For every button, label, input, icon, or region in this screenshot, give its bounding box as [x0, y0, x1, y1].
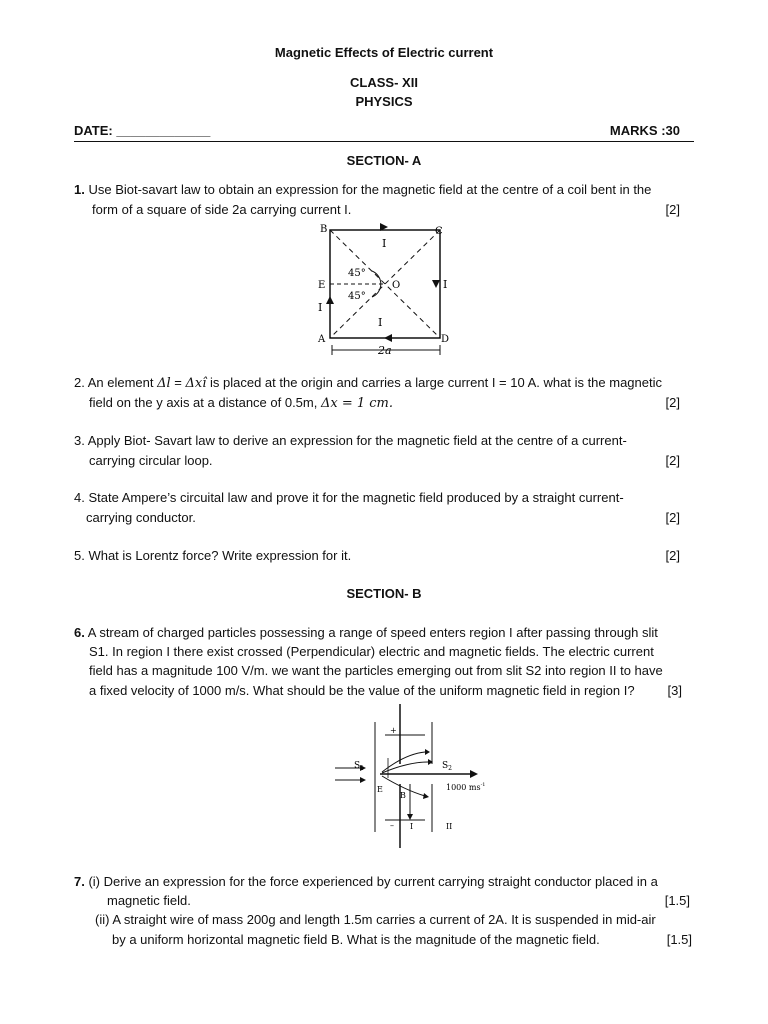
- point-label-e: E: [318, 280, 326, 291]
- current-label-left: I: [318, 301, 323, 314]
- question-2-line-2: field on the y axis at a distance of 0.5m, Δx = 1 cm.: [89, 395, 393, 411]
- angle-label-lower: 45°: [348, 291, 366, 302]
- corner-label-b: B: [320, 224, 328, 235]
- question-7-part-2-marks: [1.5]: [666, 932, 692, 947]
- question-4-line-1: 4. State Ampere’s circuital law and prove it for the magnetic field produced by a straight current-: [74, 490, 624, 505]
- center-label-o: O: [392, 280, 401, 291]
- question-7-line-3: (ii) A straight wire of mass 200g and length 1.5m carries a current of 2A. It is suspended in mid-air: [95, 912, 656, 927]
- electric-field-label: E: [377, 785, 383, 794]
- date-label: DATE: _____________: [74, 123, 211, 138]
- angle-label-upper: 45°: [348, 268, 366, 279]
- corner-label-c: C: [435, 226, 443, 237]
- subject-label: PHYSICS: [355, 94, 413, 109]
- question-6-line-1: 6. A stream of charged particles possessing a range of speed enters region I after passing through slit: [74, 625, 658, 640]
- magnetic-field-label: B: [400, 791, 406, 800]
- slit-1-label: $S_1$: [354, 761, 364, 772]
- corner-label-a: A: [318, 334, 326, 345]
- question-4-marks: [2]: [665, 510, 680, 525]
- question-1-marks: [2]: [665, 202, 680, 217]
- question-1-line-1: 1. Use Biot-savart law to obtain an expression for the magnetic field at the centre of a coil bent in the: [74, 182, 652, 197]
- question-5-line-1: 5. What is Lorentz force? Write expression for it.: [74, 548, 352, 563]
- current-label-top: I: [382, 237, 387, 250]
- question-6-line-4: a fixed velocity of 1000 m/s. What should be the value of the uniform magnetic field in region I?: [89, 683, 635, 698]
- corner-label-d: D: [441, 334, 450, 345]
- question-2-marks: [2]: [665, 395, 680, 410]
- question-6-line-2: S1. In region I there exist crossed (Perpendicular) electric and magnetic fields. The electric current: [89, 644, 654, 659]
- question-7-part-1-marks: [1.5]: [664, 893, 690, 908]
- minus-label: –: [390, 821, 394, 830]
- question-6-marks: [3]: [667, 683, 682, 698]
- question-7-line-4: by a uniform horizontal magnetic field B. What is the magnitude of the magnetic field.: [112, 932, 600, 947]
- side-length-label: 2a: [378, 344, 392, 357]
- question-6-number: 6.: [74, 625, 85, 640]
- question-1-number: 1.: [74, 182, 85, 197]
- current-label-right: I: [443, 278, 448, 291]
- region-1-label: I: [410, 822, 414, 831]
- question-3-line-2: carrying circular loop.: [89, 453, 213, 468]
- plus-label: +: [390, 726, 397, 735]
- region-2-label: II: [446, 822, 453, 831]
- question-1-line-2: form of a square of side 2a carrying current I.: [92, 202, 352, 217]
- question-6-line-3: field has a magnitude 100 V/m. we want the particles emerging out from slit S2 into region II to have: [89, 663, 663, 678]
- header-divider: [74, 141, 694, 142]
- speed-label: 1000 $ms^{-1}$: [446, 782, 486, 792]
- square-coil-figure: [300, 220, 470, 362]
- question-7-line-2: magnetic field.: [107, 893, 191, 908]
- question-7-number: 7.: [74, 874, 85, 889]
- question-5-marks: [2]: [665, 548, 680, 563]
- section-a-title: SECTION- A: [346, 153, 422, 168]
- question-7-line-1: 7. (i) Derive an expression for the force experienced by current carrying straight conductor placed in a: [74, 874, 658, 889]
- document-title: Magnetic Effects of Electric current: [274, 45, 494, 60]
- question-3-marks: [2]: [665, 453, 680, 468]
- current-label-bottom: I: [378, 316, 383, 329]
- slit-2-label: $S_2$: [442, 761, 452, 772]
- section-b-title: SECTION- B: [346, 586, 422, 601]
- class-label: CLASS- XII: [350, 75, 418, 90]
- marks-total: MARKS :30: [609, 123, 680, 138]
- question-3-line-1: 3. Apply Biot- Savart law to derive an expression for the magnetic field at the centre of a current-: [74, 433, 627, 448]
- question-2-line-1: 2. An element Δl = Δxî is placed at the origin and carries a large current I = 10 A. what is the magnetic: [74, 375, 662, 391]
- velocity-selector-figure: [330, 702, 500, 852]
- question-4-line-2: carrying conductor.: [86, 510, 196, 525]
